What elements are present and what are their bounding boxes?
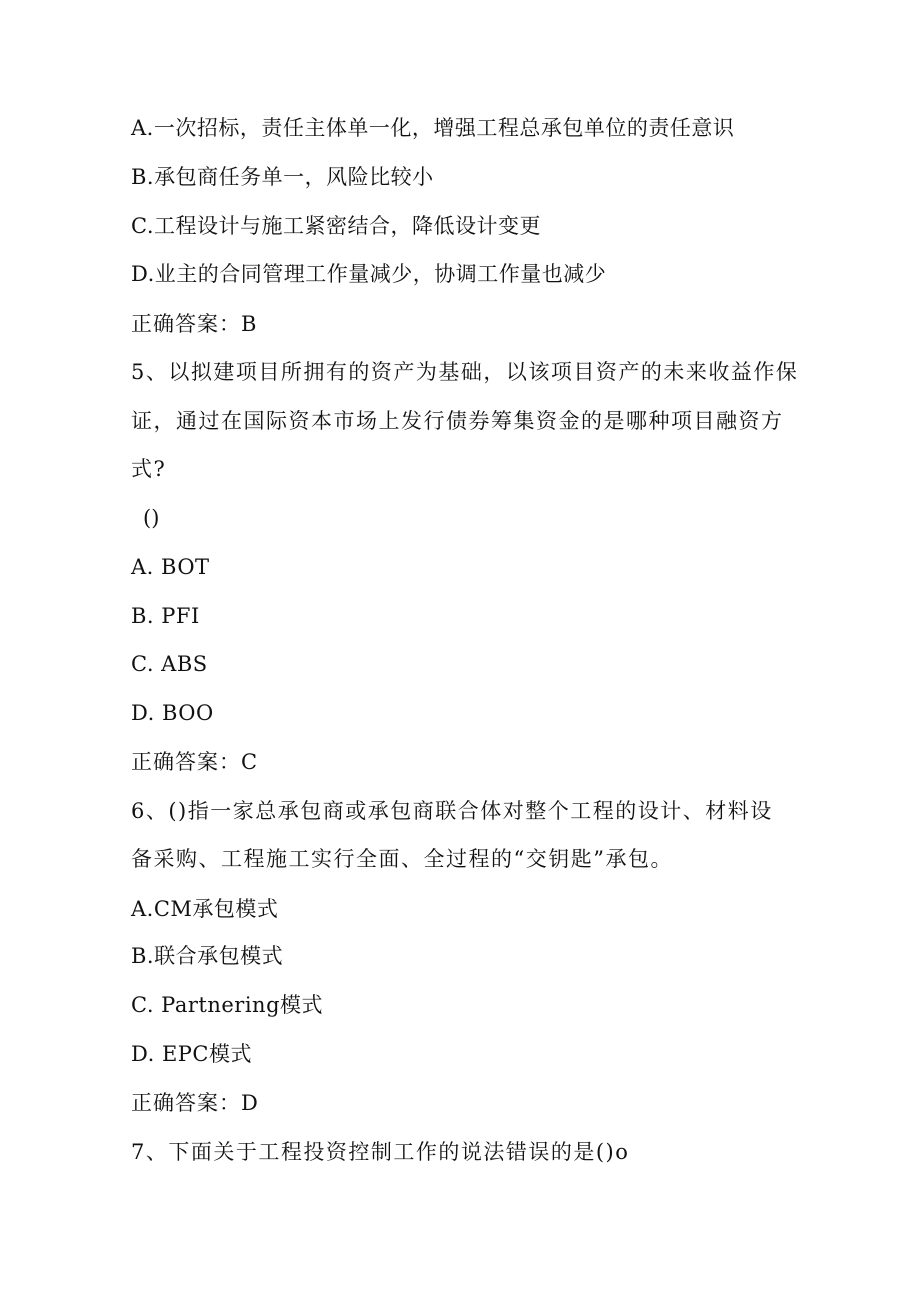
q5-option-d: D. BOO [131,701,214,725]
q6-answer: 正确答案：D [131,1091,259,1115]
q4-option-b: B.承包商任务单一，风险比较小 [131,165,434,189]
q7-stem-line-1: 7、下面关于工程投资控制工作的说法错误的是()o [131,1140,630,1164]
q5-option-b: B. PFI [131,604,200,628]
q4-option-d: D.业主的合同管理工作量减少，协调工作量也减少 [131,262,607,286]
q6-option-d: D. EPC模式 [131,1042,252,1066]
q6-option-b: B.联合承包模式 [131,944,284,968]
q6-stem-line-2: 备采购、工程施工实行全面、全过程的“交钥匙”承包。 [131,847,673,871]
q6-stem-line-1: 6、()指一家总承包商或承包商联合体对整个工程的设计、材料设 [131,799,773,823]
q5-blank: () [143,506,160,530]
q5-answer: 正确答案：C [131,750,259,774]
q4-option-a: A.一次招标，责任主体单一化，增强工程总承包单位的责任意识 [131,116,735,140]
q6-option-c: C. Partnering模式 [131,993,324,1017]
q5-stem-line-1: 5、以拟建项目所拥有的资产为基础，以该项目资产的未来收益作保 [131,360,799,384]
q6-option-a: A.CM承包模式 [131,897,279,921]
q5-option-c: C. ABS [131,652,208,676]
q5-stem-line-2: 证，通过在国际资本市场上发行债券筹集资金的是哪种项目融资方 [131,409,784,433]
q4-answer: 正确答案：B [131,312,258,336]
q5-option-a: A. BOT [131,555,210,579]
q5-stem-line-3: 式? [131,457,167,481]
q4-option-c: C.工程设计与施工紧密结合，降低设计变更 [131,214,541,238]
